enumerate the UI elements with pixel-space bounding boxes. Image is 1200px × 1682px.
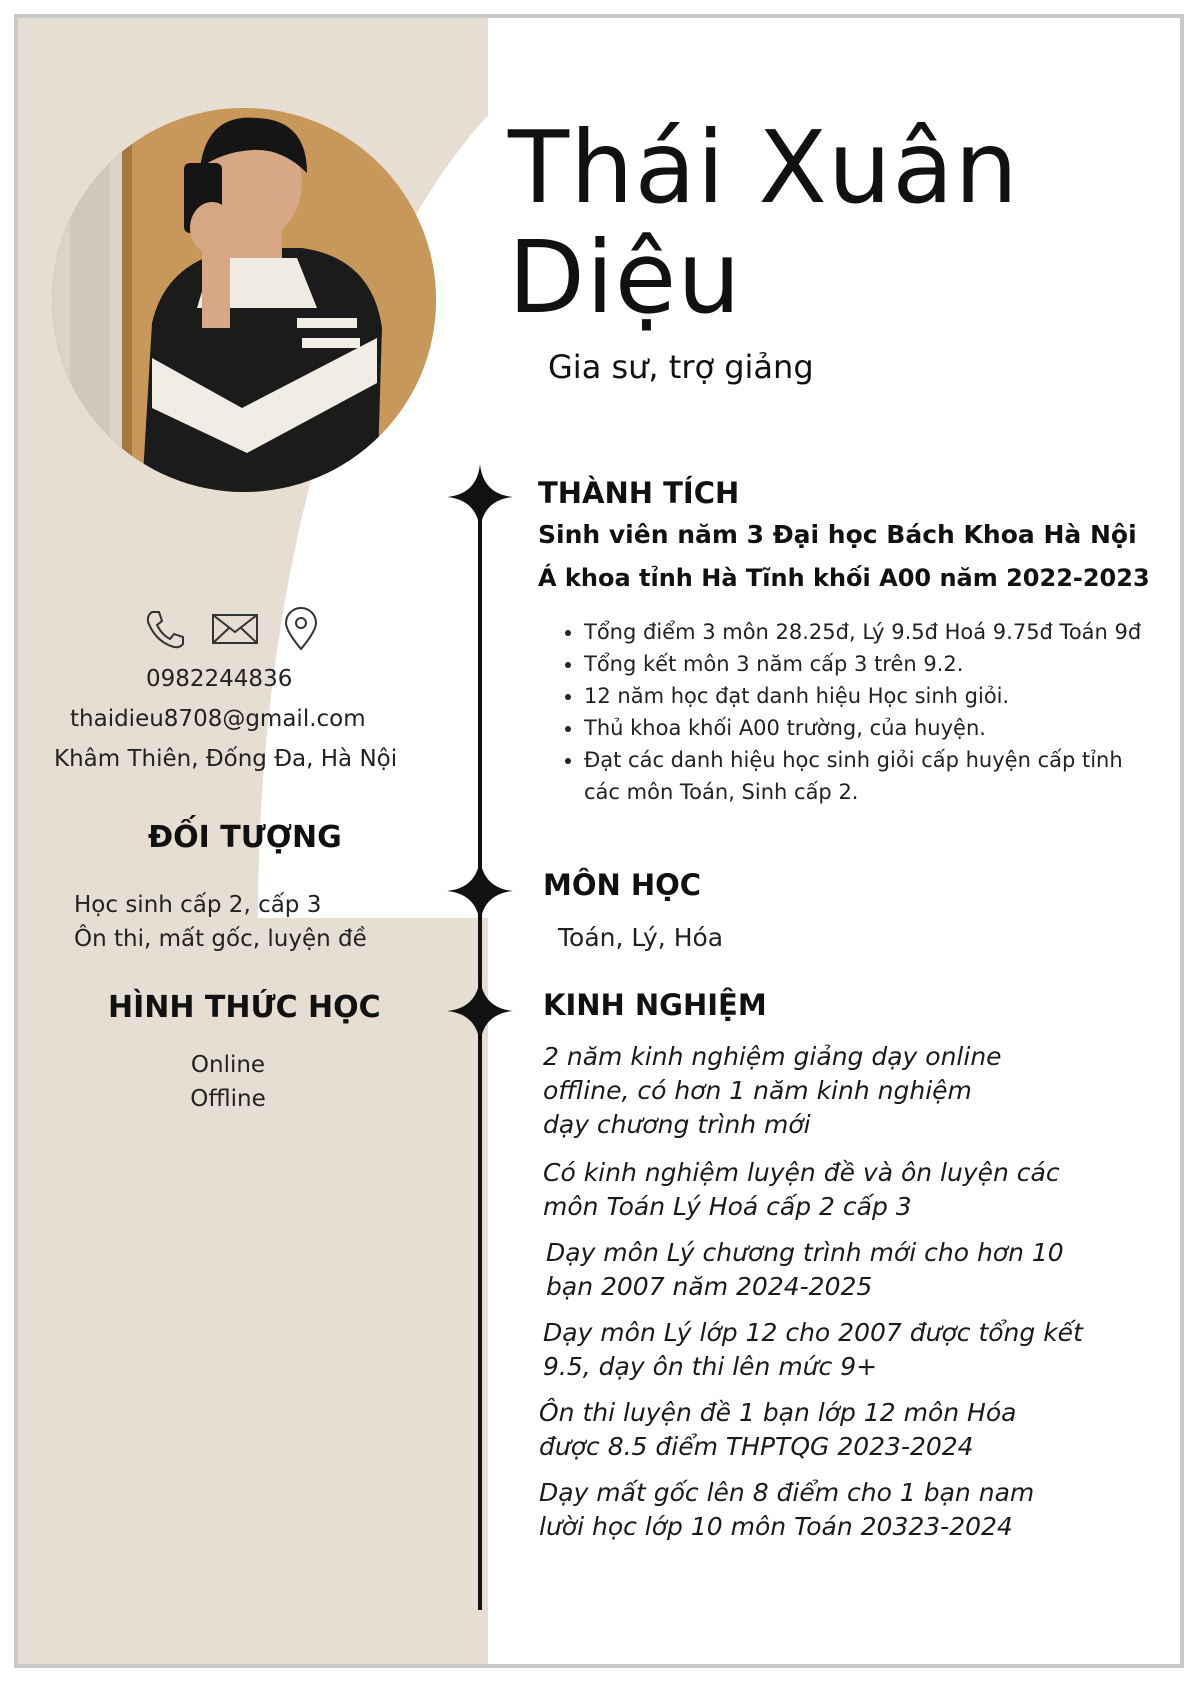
experience-item: 2 năm kinh nghiệm giảng dạy online offline, có hơn 1 năm kinh nghiệm dạy chương trình mới (543, 1042, 1002, 1139)
experience-item: Dạy mất gốc lên 8 điểm cho 1 bạn nam lười học lớp 10 môn Toán 20323-2024 (539, 1478, 1035, 1541)
experience-item: Dạy môn Lý lớp 12 cho 2007 được tổng kết 9.5, dạy ôn thi lên mức 9+ (543, 1318, 1083, 1381)
study-mode-heading: HÌNH THỨC HỌC (108, 990, 381, 1025)
email-address: thaidieu8708@gmail.com (70, 706, 366, 732)
study-mode-offline: Offline (190, 1086, 266, 1112)
timeline-star-icon (445, 462, 515, 532)
subjects-text: Toán, Lý, Hóa (558, 923, 724, 952)
experience-item: Có kinh nghiệm luyện đề và ôn luyện các môn Toán Lý Hoá cấp 2 cấp 3 (543, 1158, 1060, 1221)
location-pin-icon (278, 606, 324, 652)
timeline-star-icon (445, 856, 515, 926)
experience-item: Dạy môn Lý chương trình mới cho hơn 10 bạn 2007 năm 2024-2025 (546, 1238, 1064, 1301)
achievement-highlight-1: Sinh viên năm 3 Đại học Bách Khoa Hà Nội (538, 520, 1137, 549)
phone-number: 0982244836 (146, 666, 293, 692)
target-line: Ôn thi, mất gốc, luyện đề (74, 926, 367, 952)
phone-icon (142, 606, 188, 652)
mail-icon (210, 606, 256, 652)
study-mode-list (148, 1048, 308, 1116)
contact-icons (142, 606, 324, 652)
achievement-highlight-2: Á khoa tỉnh Hà Tĩnh khối A00 năm 2022-2023 (538, 564, 1150, 592)
home-address: Khâm Thiên, Đống Đa, Hà Nội (54, 746, 398, 772)
list-item: • Tổng kết môn 3 năm cấp 3 trên 9.2. (584, 648, 1144, 680)
list-item: • Đạt các danh hiệu học sinh giỏi cấp huyện cấp tỉnh các môn Toán, Sinh cấp 2. (584, 744, 1144, 808)
study-mode-online: Online (190, 1052, 266, 1078)
resume-page (14, 14, 1184, 1668)
experience-heading: KINH NGHIỆM (543, 988, 767, 1022)
name-line-1: Thái Xuân (508, 109, 1019, 226)
list-item: • Tổng điểm 3 môn 28.25đ, Lý 9.5đ Hoá 9.75đ Toán 9đ (584, 616, 1144, 648)
list-item: • Thủ khoa khối A00 trường, của huyện. (584, 712, 1144, 744)
experience-item: Ôn thi luyện đề 1 bạn lớp 12 môn Hóa được 8.5 điểm THPTQG 2023-2024 (539, 1398, 1017, 1461)
subjects-heading: MÔN HỌC (543, 868, 702, 902)
name-line-2: Diệu (508, 219, 742, 336)
target-list (74, 888, 367, 956)
profile-photo (52, 108, 436, 492)
target-line: Học sinh cấp 2, cấp 3 (74, 892, 322, 918)
list-item: • 12 năm học đạt danh hiệu Học sinh giỏi. (584, 680, 1144, 712)
candidate-name (508, 109, 1019, 336)
role-title: Gia sư, trợ giảng (548, 348, 814, 386)
target-heading: ĐỐI TƯỢNG (148, 820, 342, 855)
achievements-heading: THÀNH TÍCH (538, 476, 740, 510)
achievement-list (554, 616, 1144, 808)
timeline-star-icon (445, 976, 515, 1046)
